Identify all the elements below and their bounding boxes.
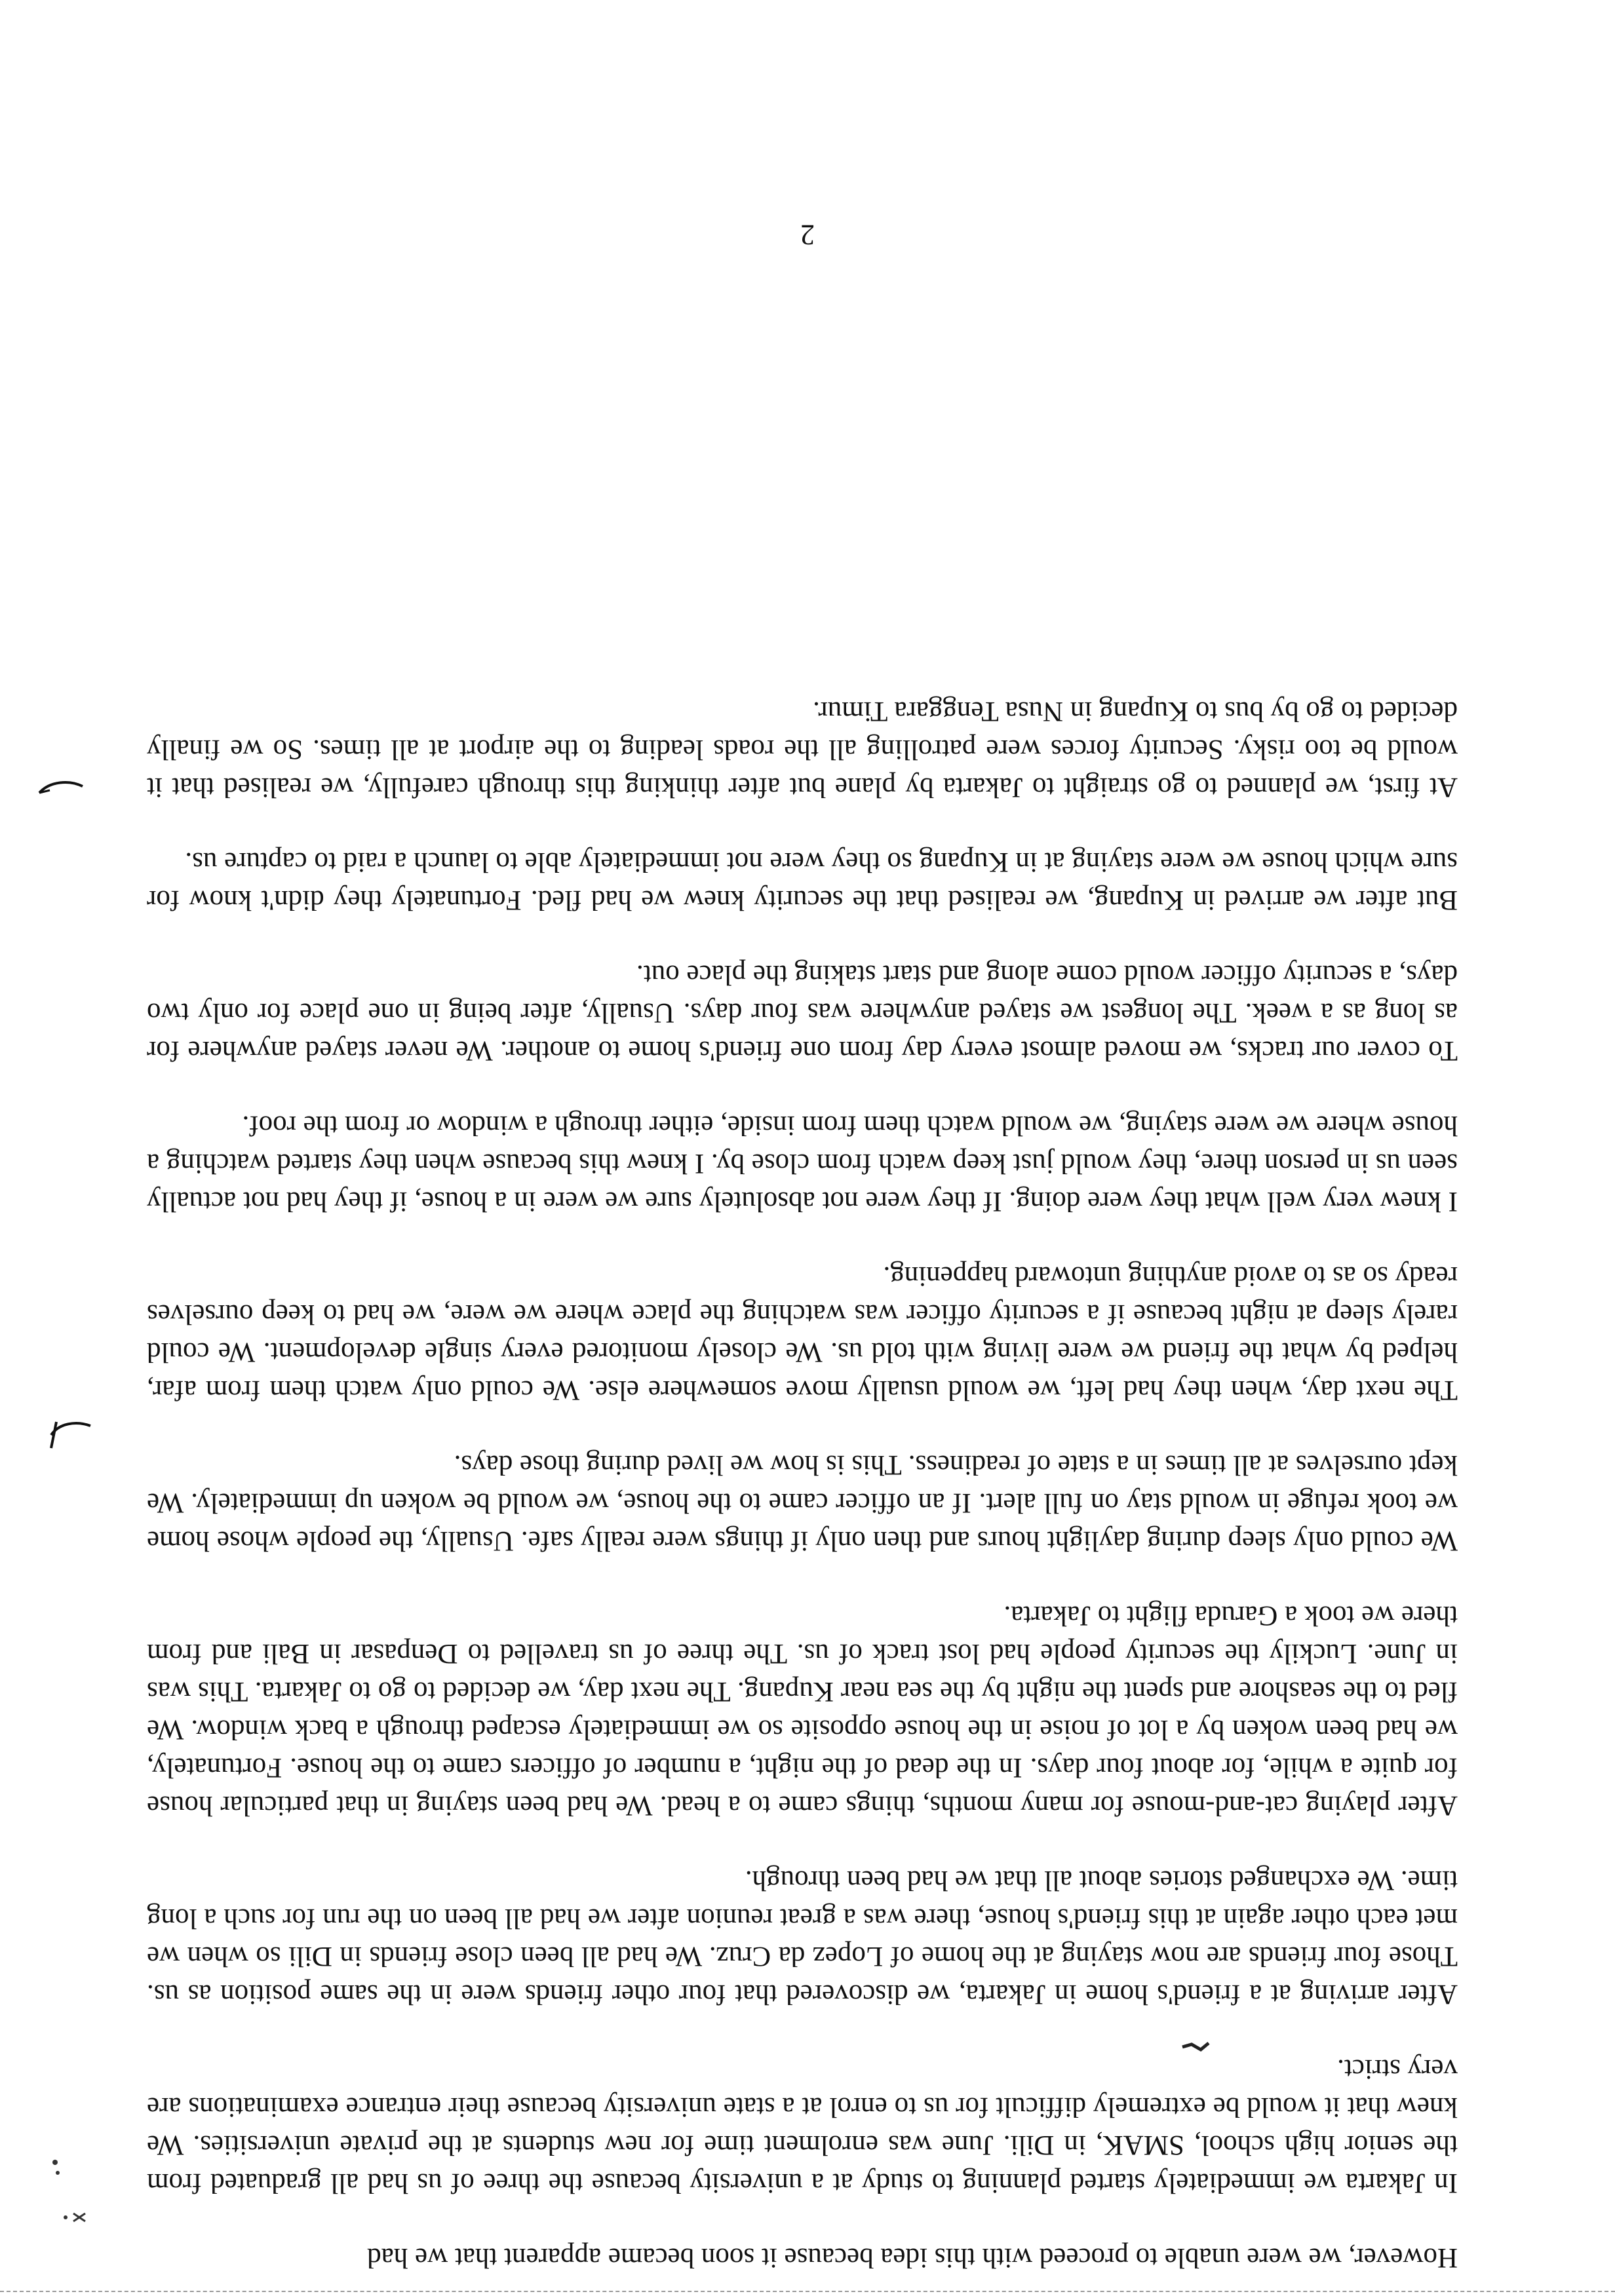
pen-mark (30, 773, 89, 826)
paragraph: The next day, when they had left, we would usually move somewhere else. We could only watch them from afar, helped by what the friend we were living with told us. We closely monitored every single development. We could rarely sleep at night because if a security officer was watching the place where we were, we had to keep ourselves ready so as to avoid anything untoward happening. (147, 1261, 1458, 1406)
page-number: 2 (800, 219, 815, 251)
paragraph: I knew very well what they were doing. If they were not absolutely sure we were in a house, if they had not actually seen us in person there, they would just keep watch from close by. I knew this because when they started watching a house where we were staying, we would watch them from inside, either through a window or from the roof. (147, 1110, 1458, 1217)
paragraph: To cover our tracks, we moved almost every day from one friend's home to another. We never stayed anywhere for as long as a week. The longest we stayed anywhere was four days. Usually, after being in one place for only two days, a security officer would come along and start staking the place out. (147, 959, 1458, 1066)
document-body (147, 655, 1458, 2276)
paragraph: At first, we planned to go straight to Jakarta by plane but after thinking this through carefully, we realised that it would be too risky. Security forces were patrolling all the roads leading to the airport at all times. So we finally decided to go by bus to Kupang in Nusa Tenggara Timur. (147, 696, 1458, 803)
scan-edge-line (0, 2291, 1615, 2292)
paragraph: We could only sleep during daylight hours and then only if things were really safe. Usually, the people whose home we took refuge in would stay on full alert. If an officer came to the house, we would be woken up immediately. We kept ourselves at all times in a state of readiness. This is how we lived during those days. (147, 1449, 1458, 1556)
scan-speck (59, 2208, 98, 2228)
paragraph: But after we arrived in Kupang, we realised that the security knew we had fled. Fortunately they didn't know for sure which house we were staying at in Kupang so they were not immediately able to launch a raid to capture us. (147, 847, 1458, 915)
pen-mark (37, 1409, 96, 1474)
paragraph: After arriving at a friend's home in Jakarta, we discovered that four other friends were in the same position as us. Those four friends are now staying at the home of Lopez da Cruz. We had all been close friends in Dili so when we met each other again at this friend's house, there was a great reunion after we had all been on the run for such a long time. We exchanged stories about all that we had been through. (147, 1865, 1458, 2010)
paragraph: After playing cat-and-mouse for many months, things came to a head. We had been staying in that particular house for quite a while, for about four days. In the dead of the night, a number of officers came to the house. Fortunately, we had been woken by a lot of noise in the house opposite so we immediately escaped through a back window. We fled to the seashore and spent the night by the sea near Kupang. The next day, we decided to go to Jakarta. This was in June. Luckily the security people had lost track of us. The three of us travelled to Denpasar in Bali and from there we took a Garuda flight to Jakarta. (147, 1600, 1458, 1821)
scan-speck (46, 2156, 66, 2182)
scan-speck (1180, 2038, 1213, 2057)
paragraph: However, we were unable to proceed with this idea because it soon became apparent that we had (367, 2242, 1458, 2273)
paragraph: In Jakarta we immediately started planning to study at a university because the three of us had all graduated from the senior high school, SMAK, in Dili. June was enrolment time for new students at the private universities. We knew that it would be extremely difficult for us to enrol at a state university because their entrance examinations are very strict. (147, 2054, 1458, 2198)
